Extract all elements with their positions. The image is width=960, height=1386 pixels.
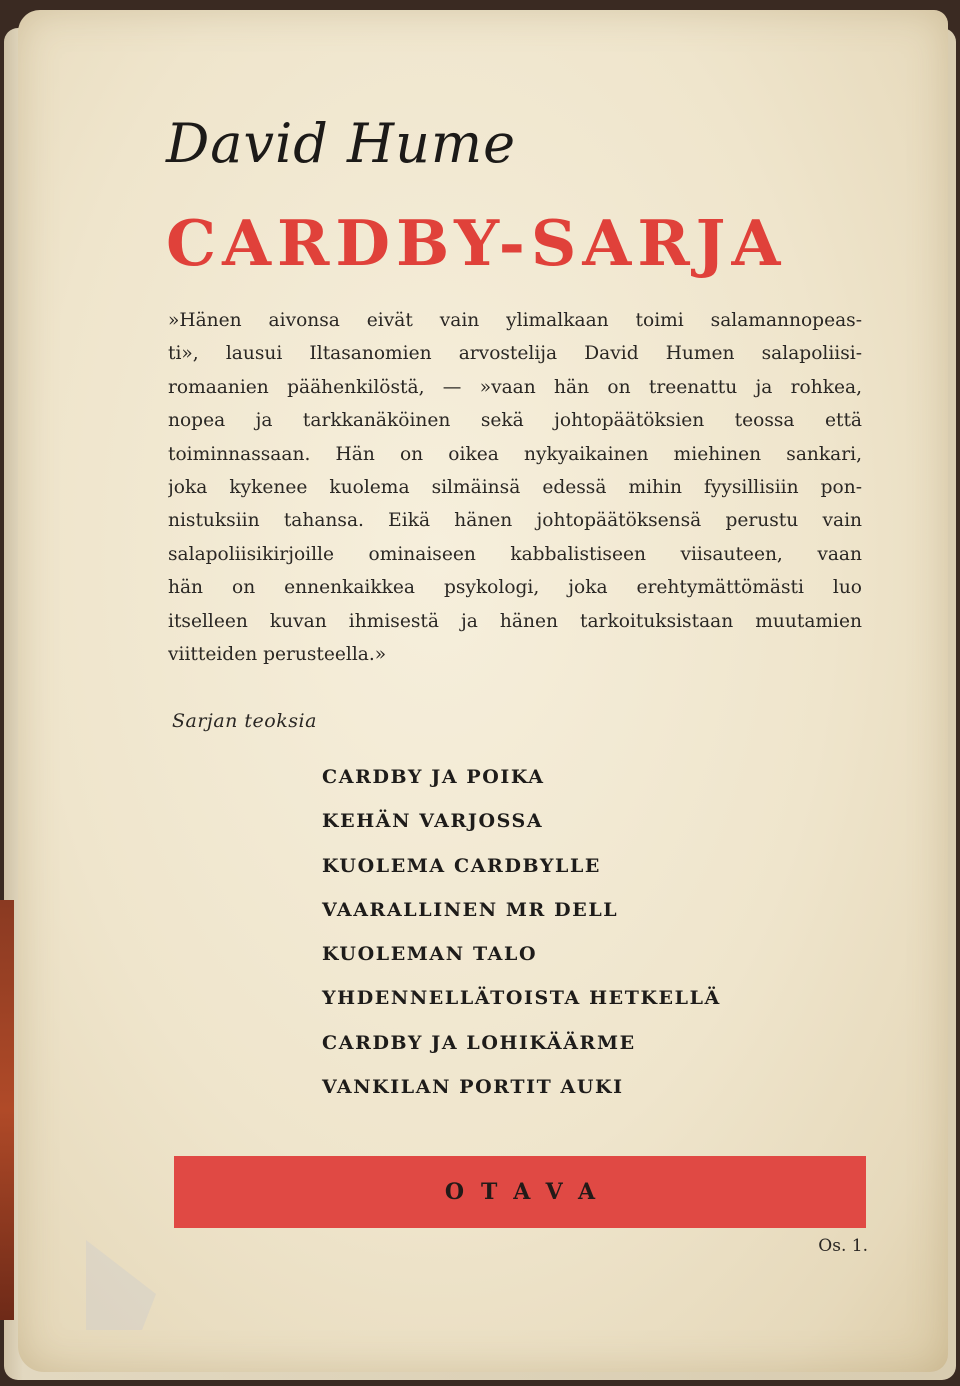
works-heading: Sarjan teoksia <box>172 710 317 732</box>
work-title: CARDBY JA POIKA <box>322 766 545 788</box>
work-title: KUOLEMAN TALO <box>322 943 538 966</box>
series-title: CARDBY-SARJA <box>166 206 787 280</box>
quote-line: joka kykenee kuolema silmäinsä edessä mihin fyysillisiin pon- <box>168 476 862 498</box>
back-cover-edge <box>0 900 14 1320</box>
quote-line: ti», lausui Iltasanomien arvostelija David Humen salapoliisi- <box>168 343 862 365</box>
works-list <box>322 762 822 1116</box>
author-name: David Hume <box>166 112 517 175</box>
work-title: KEHÄN VARJOSSA <box>322 810 544 833</box>
quote-line: »Hänen aivonsa eivät vain ylimalkaan toimi salamannopeas- <box>168 310 862 331</box>
quote-line: toiminnassaan. Hän on oikea nykyaikainen miehinen sankari, <box>168 443 862 465</box>
quote-line: itselleen kuvan ihmisestä ja hänen tarkoituksistaan muutamien <box>168 610 862 632</box>
quote-line: viitteiden perusteella.» <box>168 643 387 665</box>
quote-line: romaanien päähenkilöstä, — »vaan hän on treenattu ja rohkea, <box>168 376 862 398</box>
publisher-bar <box>174 1156 866 1228</box>
part-number: Os. 1. <box>818 1236 868 1256</box>
work-title: VAARALLINEN MR DELL <box>322 898 619 921</box>
review-quote <box>168 304 862 671</box>
quote-line: nistuksiin tahansa. Eikä hänen johtopäätöksensä perustu vain <box>168 510 862 532</box>
quote-line: hän on ennenkaikkea psykologi, joka erehtymättömästi luo <box>168 577 862 599</box>
quote-line: salapoliisikirjoille ominaiseen kabbalistiseen viisauteen, vaan <box>168 543 862 565</box>
work-title: YHDENNELLÄTOISTA HETKELLÄ <box>322 987 721 1010</box>
publisher-name: OTAVA <box>444 1179 613 1205</box>
quote-line: nopea ja tarkkanäköinen sekä johtopäätöksien teossa että <box>168 410 862 432</box>
work-title: KUOLEMA CARDBYLLE <box>322 854 602 877</box>
work-title: CARDBY JA LOHIKÄÄRME <box>322 1031 636 1054</box>
work-title: VANKILAN PORTIT AUKI <box>322 1076 624 1099</box>
